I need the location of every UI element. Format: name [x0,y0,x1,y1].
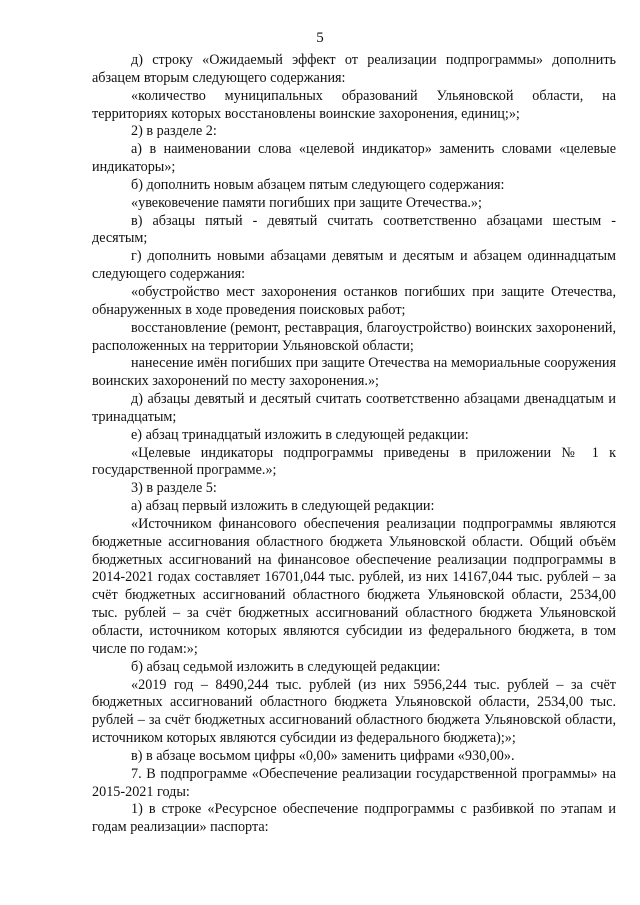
page-number: 5 [316,30,324,46]
paragraph: в) в абзаце восьмом цифры «0,00» заменить цифрами «930,00». [131,747,515,764]
paragraph: е) абзац тринадцатый изложить в следующей редакции: [131,426,469,443]
paragraph: «количество муниципальных образований Ульяновской области, на территориях которых восстановлены воинские захоронения, единиц;»; [92,87,616,122]
paragraph: 2) в разделе 2: [131,123,217,140]
paragraph: нанесение имён погибших при защите Отечества на мемориальные сооружения воинских захоронений по месту захоронения.»; [92,355,616,390]
paragraph: в) абзацы пятый - девятый считать соответственно абзацами шестым - десятым; [92,212,616,247]
paragraph: «Целевые индикаторы подпрограммы приведены в приложении № 1 к государственной программе.»; [92,444,616,479]
paragraph: б) дополнить новым абзацем пятым следующего содержания: [131,176,505,193]
paragraph: д) абзацы девятый и десятый считать соответственно абзацами двенадцатым и тринадцатым; [92,391,616,425]
paragraph: «увековечение памяти погибших при защите Отечества.»; [131,194,482,211]
document-body [92,52,616,837]
paragraph: г) дополнить новыми абзацами девятым и десятым и абзацем одиннадцатым следующего содержания: [92,248,616,283]
paragraph: 1) в строке «Ресурсное обеспечение подпрограммы с разбивкой по этапам и годам реализации» паспорта: [92,801,616,836]
paragraph: «обустройство мест захоронения останков погибших при защите Отечества, обнаруженных в ходе проведения поисковых работ; [92,283,616,318]
paragraph: а) в наименовании слова «целевой индикатор» заменить словами «целевые индикаторы»; [92,141,616,176]
paragraph: д) строку «Ожидаемый эффект от реализации подпрограммы» дополнить абзацем вторым следующего содержания: [92,52,616,86]
paragraph: «2019 год – 8490,244 тыс. рублей (из них 5956,244 тыс. рублей – за счёт бюджетных ассигнований областного бюджета Ульяновской области, 2534,00 тыс. рублей – за счёт бюджетных ассигнований областного бюджета Ульяновской области, источником которых являются субсидии из федерального бюджета);»; [92,676,616,747]
paragraph: а) абзац первый изложить в следующей редакции: [131,498,435,515]
paragraph: восстановление (ремонт, реставрация, благоустройство) воинских захоронений, расположенных на территории Ульяновской области; [92,319,616,354]
paragraph: б) абзац седьмой изложить в следующей редакции: [131,658,441,675]
paragraph: 3) в разделе 5: [131,480,217,497]
paragraph: «Источником финансового обеспечения реализации подпрограммы являются бюджетные ассигнования областного бюджета Ульяновской области. Общий объём бюджетных ассигнований на финансовое обеспечение реализации подпрограммы в 2014-2021 годах составляет 16701,044 тыс. рублей, из них 14167,044 тыс. рублей – за счёт бюджетных ассигнований областного бюджета Ульяновской области, 2534,00 тыс. рублей – за счёт бюджетных ассигнований областного бюджета Ульяновской области, источником которых являются субсидии из федерального бюджета, в том числе по годам:»; [92,515,616,657]
paragraph: 7. В подпрограмме «Обеспечение реализации государственной программы» на 2015-2021 годы: [92,765,616,800]
